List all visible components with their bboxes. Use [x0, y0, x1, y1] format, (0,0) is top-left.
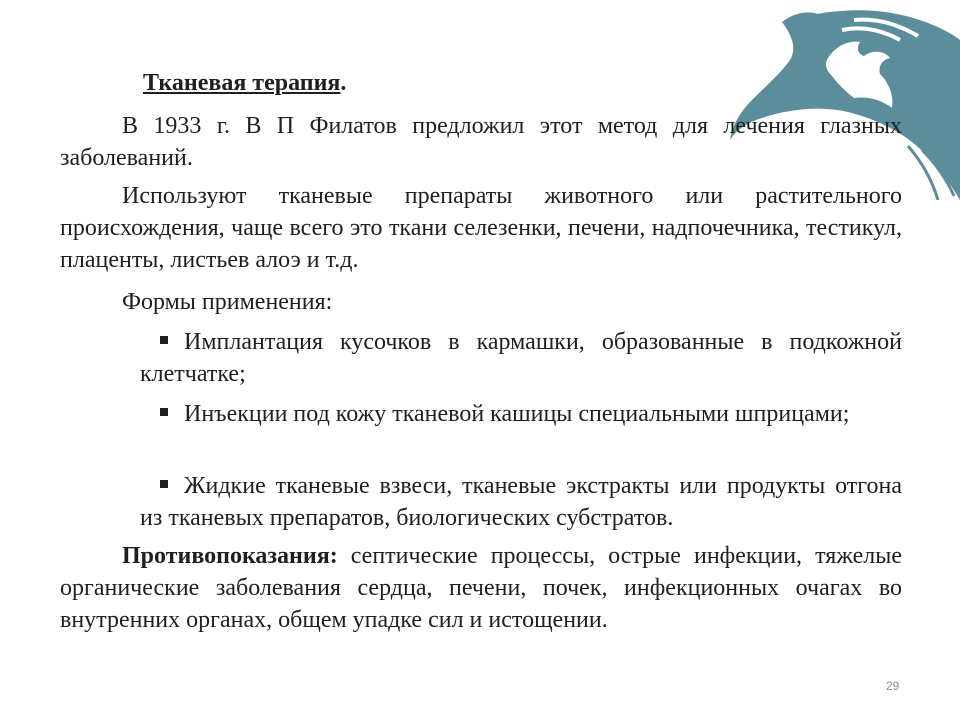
contraindications-label: Противопоказания:: [122, 543, 338, 569]
paragraph-preparations: Используют тканевые препараты животного или растительного происхождения, чаще всего это ткани селезенки, печени, надпочечника, тестикул, плаценты, листьев алоэ и т.д.: [60, 183, 902, 273]
paragraph-filatov: В 1933 г. В П Филатов предложил этот метод для лечения глазных заболеваний.: [60, 113, 902, 171]
forms-heading: Формы применения:: [122, 289, 333, 315]
bullet-square-icon: [160, 336, 168, 344]
page-number: 29: [886, 679, 900, 693]
contraindications-text: септические процессы, острые инфекции, тяжелые органические заболевания сердца, печени, почек, инфекционных очагах во внутренних органах, общем упадке сил и истощении.: [60, 543, 902, 633]
slide-title: Тканевая терапия.: [143, 70, 347, 96]
list-item: Инъекции под кожу тканевой кашицы специальными шприцами;: [140, 398, 902, 430]
bullet-square-icon: [160, 480, 168, 488]
list-item: Жидкие тканевые взвеси, тканевые экстракты или продукты отгона из тканевых препаратов, биологических субстратов.: [140, 473, 902, 531]
bullet-square-icon: [160, 408, 168, 416]
list-item: Имплантация кусочков в кармашки, образованные в подкожной клетчатке;: [140, 329, 902, 387]
paragraph-contraindications: [60, 540, 902, 636]
